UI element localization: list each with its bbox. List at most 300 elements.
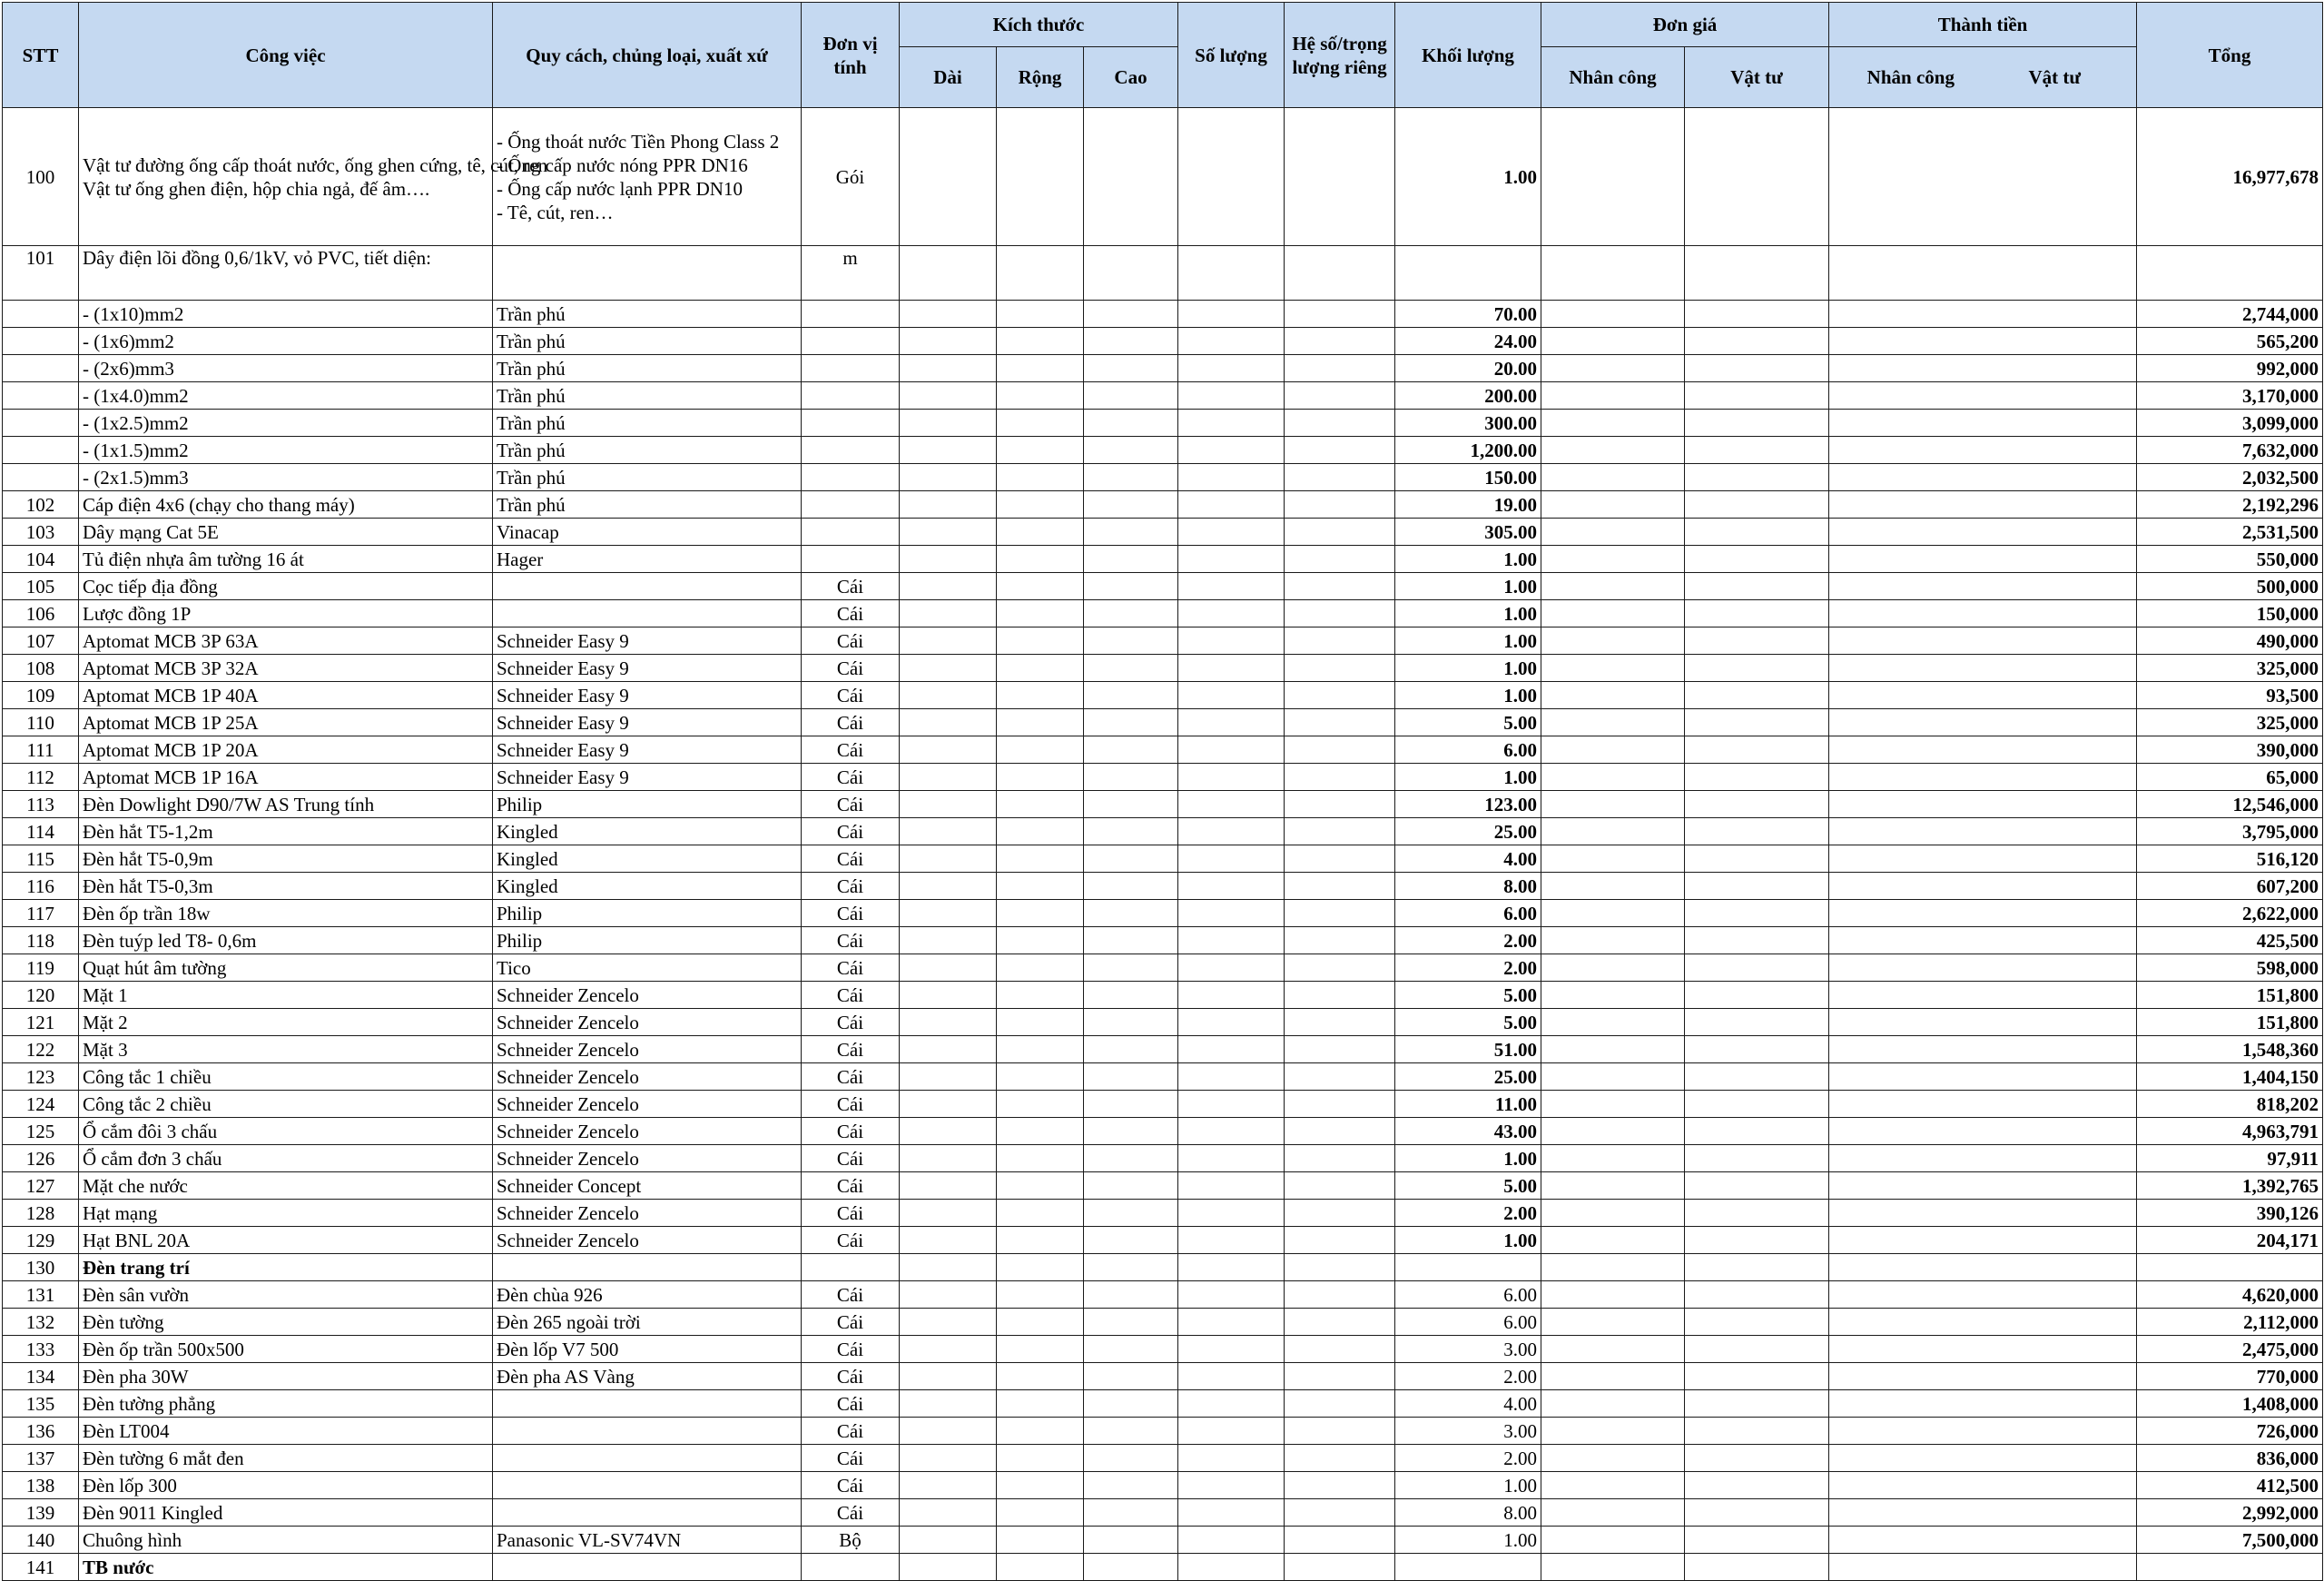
cell-he-so bbox=[1285, 709, 1395, 736]
cell-dai bbox=[900, 246, 997, 301]
cell-thanh-tien bbox=[1829, 437, 2137, 464]
cell-rong bbox=[997, 1309, 1084, 1336]
cell-khoi-luong: 6.00 bbox=[1395, 1309, 1541, 1336]
cell-tong: 97,911 bbox=[2137, 1145, 2323, 1172]
cell-khoi-luong: 19.00 bbox=[1395, 491, 1541, 519]
cell-cong-viec: Đèn LT004 bbox=[79, 1418, 493, 1445]
cell-thanh-tien bbox=[1829, 600, 2137, 627]
cell-dai bbox=[900, 900, 997, 927]
cell-don-gia-vat-tu bbox=[1685, 736, 1829, 764]
table-row bbox=[3, 1390, 2323, 1418]
cell-dai bbox=[900, 1200, 997, 1227]
col-don-gia-nhan-cong: Nhân công bbox=[1541, 47, 1685, 108]
cell-don-gia-vat-tu bbox=[1685, 1118, 1829, 1145]
cell-stt: 117 bbox=[3, 900, 79, 927]
cell-khoi-luong: 8.00 bbox=[1395, 873, 1541, 900]
cell-rong bbox=[997, 736, 1084, 764]
cell-don-gia-vat-tu bbox=[1685, 1418, 1829, 1445]
cell-cong-viec: Đèn 9011 Kingled bbox=[79, 1499, 493, 1527]
cell-so-luong bbox=[1178, 600, 1285, 627]
cell-khoi-luong: 2.00 bbox=[1395, 954, 1541, 982]
cell-thanh-tien bbox=[1829, 655, 2137, 682]
cell-rong bbox=[997, 328, 1084, 355]
cell-don-vi: Cái bbox=[802, 1445, 900, 1472]
cell-cong-viec: Lược đồng 1P bbox=[79, 600, 493, 627]
cell-don-gia-vat-tu bbox=[1685, 1554, 1829, 1581]
cell-don-gia-nhan-cong bbox=[1541, 410, 1685, 437]
cell-tong: 2,622,000 bbox=[2137, 900, 2323, 927]
cell-cong-viec: Mặt che nước bbox=[79, 1172, 493, 1200]
cell-so-luong bbox=[1178, 437, 1285, 464]
cell-he-so bbox=[1285, 791, 1395, 818]
cell-khoi-luong bbox=[1395, 1254, 1541, 1281]
cell-quy-cach: Schneider Easy 9 bbox=[493, 736, 802, 764]
cell-so-luong bbox=[1178, 982, 1285, 1009]
cell-quy-cach: Trần phú bbox=[493, 355, 802, 382]
cell-so-luong bbox=[1178, 1309, 1285, 1336]
cell-cong-viec: Đèn hắt T5-0,9m bbox=[79, 845, 493, 873]
cell-cong-viec: Aptomat MCB 3P 63A bbox=[79, 627, 493, 655]
cell-khoi-luong: 25.00 bbox=[1395, 1063, 1541, 1091]
cell-don-gia-vat-tu bbox=[1685, 546, 1829, 573]
cell-thanh-tien bbox=[1829, 491, 2137, 519]
cell-rong bbox=[997, 1254, 1084, 1281]
cell-don-gia-nhan-cong bbox=[1541, 437, 1685, 464]
cell-thanh-tien bbox=[1829, 1472, 2137, 1499]
cell-don-gia-nhan-cong bbox=[1541, 655, 1685, 682]
cell-cong-viec: Dây điện lõi đồng 0,6/1kV, vỏ PVC, tiết diện: bbox=[79, 246, 493, 301]
cell-tong: 412,500 bbox=[2137, 1472, 2323, 1499]
cell-khoi-luong: 20.00 bbox=[1395, 355, 1541, 382]
cell-he-so bbox=[1285, 1145, 1395, 1172]
cell-cong-viec: Dây mạng Cat 5E bbox=[79, 519, 493, 546]
cell-rong bbox=[997, 1281, 1084, 1309]
cell-rong bbox=[997, 682, 1084, 709]
cell-rong bbox=[997, 982, 1084, 1009]
cell-so-luong bbox=[1178, 301, 1285, 328]
col-thanh-tien-nhan-cong: Nhân công bbox=[1866, 66, 1955, 88]
table-row bbox=[3, 927, 2323, 954]
col-stt: STT bbox=[3, 3, 79, 108]
cell-don-gia-nhan-cong bbox=[1541, 1118, 1685, 1145]
cell-khoi-luong: 305.00 bbox=[1395, 519, 1541, 546]
cell-dai bbox=[900, 791, 997, 818]
cell-so-luong bbox=[1178, 682, 1285, 709]
cell-cong-viec: Đèn pha 30W bbox=[79, 1363, 493, 1390]
cell-don-gia-nhan-cong bbox=[1541, 246, 1685, 301]
cell-don-vi: Cái bbox=[802, 1036, 900, 1063]
cell-don-vi: Cái bbox=[802, 1118, 900, 1145]
cell-quy-cach bbox=[493, 1418, 802, 1445]
cell-don-vi bbox=[802, 301, 900, 328]
cell-cong-viec: Mặt 3 bbox=[79, 1036, 493, 1063]
col-thanh-tien-sub bbox=[1829, 47, 2137, 108]
cell-rong bbox=[997, 627, 1084, 655]
cell-tong: 2,032,500 bbox=[2137, 464, 2323, 491]
cell-quy-cach bbox=[493, 600, 802, 627]
cell-don-gia-vat-tu bbox=[1685, 1091, 1829, 1118]
table-row bbox=[3, 519, 2323, 546]
cell-dai bbox=[900, 1009, 997, 1036]
cell-stt: 109 bbox=[3, 682, 79, 709]
cell-don-gia-nhan-cong bbox=[1541, 573, 1685, 600]
col-so-luong: Số lượng bbox=[1178, 3, 1285, 108]
table-row bbox=[3, 655, 2323, 682]
cell-stt: 128 bbox=[3, 1200, 79, 1227]
cell-thanh-tien bbox=[1829, 627, 2137, 655]
cell-dai bbox=[900, 1227, 997, 1254]
cell-tong: 500,000 bbox=[2137, 573, 2323, 600]
cell-don-gia-nhan-cong bbox=[1541, 1445, 1685, 1472]
cell-dai bbox=[900, 1418, 997, 1445]
cell-dai bbox=[900, 108, 997, 246]
cell-thanh-tien bbox=[1829, 1172, 2137, 1200]
cell-cao bbox=[1084, 954, 1178, 982]
col-rong: Rộng bbox=[997, 47, 1084, 108]
cell-he-so bbox=[1285, 301, 1395, 328]
cell-so-luong bbox=[1178, 627, 1285, 655]
cell-so-luong bbox=[1178, 1063, 1285, 1091]
cell-cao bbox=[1084, 546, 1178, 573]
cell-tong: 1,392,765 bbox=[2137, 1172, 2323, 1200]
cell-cao bbox=[1084, 736, 1178, 764]
cell-thanh-tien bbox=[1829, 328, 2137, 355]
cell-don-vi: Cái bbox=[802, 1091, 900, 1118]
cell-so-luong bbox=[1178, 1499, 1285, 1527]
cell-don-gia-vat-tu bbox=[1685, 818, 1829, 845]
cell-stt: 125 bbox=[3, 1118, 79, 1145]
cell-so-luong bbox=[1178, 464, 1285, 491]
cell-cao bbox=[1084, 328, 1178, 355]
cell-so-luong bbox=[1178, 519, 1285, 546]
cell-cong-viec: Đèn hắt T5-1,2m bbox=[79, 818, 493, 845]
cell-khoi-luong: 3.00 bbox=[1395, 1418, 1541, 1445]
cell-he-so bbox=[1285, 410, 1395, 437]
cell-don-gia-nhan-cong bbox=[1541, 1200, 1685, 1227]
cell-quy-cach: Kingled bbox=[493, 845, 802, 873]
cell-cao bbox=[1084, 246, 1178, 301]
table-row bbox=[3, 108, 2323, 246]
cell-thanh-tien bbox=[1829, 410, 2137, 437]
cell-he-so bbox=[1285, 464, 1395, 491]
cell-dai bbox=[900, 1172, 997, 1200]
cell-don-gia-nhan-cong bbox=[1541, 1172, 1685, 1200]
table-row bbox=[3, 1036, 2323, 1063]
cell-thanh-tien bbox=[1829, 1281, 2137, 1309]
cell-dai bbox=[900, 1036, 997, 1063]
cell-khoi-luong: 3.00 bbox=[1395, 1336, 1541, 1363]
cell-rong bbox=[997, 1499, 1084, 1527]
cell-rong bbox=[997, 600, 1084, 627]
cell-rong bbox=[997, 954, 1084, 982]
cell-tong: 325,000 bbox=[2137, 655, 2323, 682]
cell-he-so bbox=[1285, 1227, 1395, 1254]
cell-cao bbox=[1084, 1281, 1178, 1309]
cell-don-vi: Cái bbox=[802, 927, 900, 954]
cell-don-gia-vat-tu bbox=[1685, 1036, 1829, 1063]
cell-so-luong bbox=[1178, 382, 1285, 410]
cell-khoi-luong: 1,200.00 bbox=[1395, 437, 1541, 464]
cell-thanh-tien bbox=[1829, 709, 2137, 736]
cell-cong-viec: Quạt hút âm tường bbox=[79, 954, 493, 982]
cell-cong-viec: - (1x2.5)mm2 bbox=[79, 410, 493, 437]
table-row bbox=[3, 736, 2323, 764]
cell-dai bbox=[900, 1145, 997, 1172]
cell-cong-viec: Tủ điện nhựa âm tường 16 át bbox=[79, 546, 493, 573]
cell-cao bbox=[1084, 1145, 1178, 1172]
cell-stt: 120 bbox=[3, 982, 79, 1009]
cell-he-so bbox=[1285, 982, 1395, 1009]
cell-don-gia-nhan-cong bbox=[1541, 791, 1685, 818]
cell-stt: 126 bbox=[3, 1145, 79, 1172]
cell-thanh-tien bbox=[1829, 1499, 2137, 1527]
cell-don-vi: Cái bbox=[802, 1390, 900, 1418]
cell-cong-viec: - (2x6)mm3 bbox=[79, 355, 493, 382]
cell-tong: 65,000 bbox=[2137, 764, 2323, 791]
cell-cao bbox=[1084, 573, 1178, 600]
cell-don-gia-vat-tu bbox=[1685, 328, 1829, 355]
cell-thanh-tien bbox=[1829, 382, 2137, 410]
cell-khoi-luong: 8.00 bbox=[1395, 1499, 1541, 1527]
cell-he-so bbox=[1285, 1036, 1395, 1063]
table-row bbox=[3, 600, 2323, 627]
cell-khoi-luong: 5.00 bbox=[1395, 982, 1541, 1009]
cell-cong-viec: Đèn tường phẳng bbox=[79, 1390, 493, 1418]
cell-tong: 2,744,000 bbox=[2137, 301, 2323, 328]
cell-he-so bbox=[1285, 328, 1395, 355]
cell-so-luong bbox=[1178, 764, 1285, 791]
cell-dai bbox=[900, 600, 997, 627]
cell-he-so bbox=[1285, 900, 1395, 927]
cell-cong-viec: - (1x6)mm2 bbox=[79, 328, 493, 355]
cell-rong bbox=[997, 382, 1084, 410]
table-row bbox=[3, 1499, 2323, 1527]
cell-rong bbox=[997, 410, 1084, 437]
cell-cao bbox=[1084, 355, 1178, 382]
cell-khoi-luong: 2.00 bbox=[1395, 1200, 1541, 1227]
cell-cong-viec: Mặt 2 bbox=[79, 1009, 493, 1036]
cell-rong bbox=[997, 1527, 1084, 1554]
cell-cao bbox=[1084, 1309, 1178, 1336]
cell-tong: 598,000 bbox=[2137, 954, 2323, 982]
cell-don-gia-vat-tu bbox=[1685, 519, 1829, 546]
cell-stt: 107 bbox=[3, 627, 79, 655]
cell-rong bbox=[997, 1418, 1084, 1445]
cell-cao bbox=[1084, 437, 1178, 464]
cell-don-gia-nhan-cong bbox=[1541, 1063, 1685, 1091]
cell-he-so bbox=[1285, 818, 1395, 845]
cell-khoi-luong: 1.00 bbox=[1395, 1527, 1541, 1554]
cell-cong-viec: Vật tư đường ống cấp thoát nước, ống ghen cứng, tê, cút, ren Vật tư ống ghen điện, hộp chia ngả, đế âm…. bbox=[79, 108, 493, 246]
cell-dai bbox=[900, 301, 997, 328]
table-row bbox=[3, 1118, 2323, 1145]
table-row bbox=[3, 845, 2323, 873]
cell-cao bbox=[1084, 410, 1178, 437]
cell-thanh-tien bbox=[1829, 464, 2137, 491]
cell-khoi-luong: 51.00 bbox=[1395, 1036, 1541, 1063]
cell-don-vi: Cái bbox=[802, 1200, 900, 1227]
cell-quy-cach: Hager bbox=[493, 546, 802, 573]
cell-khoi-luong: 5.00 bbox=[1395, 709, 1541, 736]
cell-don-gia-vat-tu bbox=[1685, 927, 1829, 954]
cell-dai bbox=[900, 736, 997, 764]
col-cao: Cao bbox=[1084, 47, 1178, 108]
table-row bbox=[3, 1145, 2323, 1172]
cell-so-luong bbox=[1178, 1254, 1285, 1281]
cell-tong: 818,202 bbox=[2137, 1091, 2323, 1118]
cell-don-gia-nhan-cong bbox=[1541, 900, 1685, 927]
table-row bbox=[3, 1445, 2323, 1472]
cell-stt: 130 bbox=[3, 1254, 79, 1281]
cell-he-so bbox=[1285, 1254, 1395, 1281]
cell-don-gia-vat-tu bbox=[1685, 573, 1829, 600]
cell-don-gia-nhan-cong bbox=[1541, 355, 1685, 382]
cell-khoi-luong: 123.00 bbox=[1395, 791, 1541, 818]
cell-don-gia-nhan-cong bbox=[1541, 873, 1685, 900]
table-row bbox=[3, 382, 2323, 410]
cell-rong bbox=[997, 873, 1084, 900]
cell-he-so bbox=[1285, 108, 1395, 246]
table-row bbox=[3, 709, 2323, 736]
cell-don-vi bbox=[802, 355, 900, 382]
cell-rong bbox=[997, 1063, 1084, 1091]
cell-khoi-luong: 1.00 bbox=[1395, 764, 1541, 791]
cell-cong-viec: Đèn Dowlight D90/7W AS Trung tính bbox=[79, 791, 493, 818]
cell-don-gia-vat-tu bbox=[1685, 1499, 1829, 1527]
cell-tong: 992,000 bbox=[2137, 355, 2323, 382]
cell-don-gia-nhan-cong bbox=[1541, 1091, 1685, 1118]
cell-he-so bbox=[1285, 1336, 1395, 1363]
cell-don-vi bbox=[802, 410, 900, 437]
cell-khoi-luong: 70.00 bbox=[1395, 301, 1541, 328]
cell-so-luong bbox=[1178, 1145, 1285, 1172]
cell-khoi-luong: 6.00 bbox=[1395, 900, 1541, 927]
cell-don-gia-vat-tu bbox=[1685, 1472, 1829, 1499]
cell-cao bbox=[1084, 655, 1178, 682]
table-row bbox=[3, 301, 2323, 328]
cell-he-so bbox=[1285, 519, 1395, 546]
col-don-vi: Đơn vị tính bbox=[802, 3, 900, 108]
cell-don-gia-nhan-cong bbox=[1541, 1309, 1685, 1336]
cell-so-luong bbox=[1178, 900, 1285, 927]
cell-khoi-luong: 6.00 bbox=[1395, 1281, 1541, 1309]
cell-tong: 151,800 bbox=[2137, 1009, 2323, 1036]
cell-cong-viec: Mặt 1 bbox=[79, 982, 493, 1009]
cell-don-vi: Cái bbox=[802, 1009, 900, 1036]
cell-quy-cach: Tico bbox=[493, 954, 802, 982]
cell-don-vi: Cái bbox=[802, 1472, 900, 1499]
cell-rong bbox=[997, 1390, 1084, 1418]
cell-so-luong bbox=[1178, 1009, 1285, 1036]
cell-stt bbox=[3, 355, 79, 382]
cell-don-vi: Cái bbox=[802, 791, 900, 818]
cell-don-gia-vat-tu bbox=[1685, 410, 1829, 437]
cell-tong: 425,500 bbox=[2137, 927, 2323, 954]
cell-quy-cach bbox=[493, 1445, 802, 1472]
cell-cong-viec: Ổ cắm đôi 3 chấu bbox=[79, 1118, 493, 1145]
cell-tong: 565,200 bbox=[2137, 328, 2323, 355]
cell-so-luong bbox=[1178, 818, 1285, 845]
cell-quy-cach: Schneider Zencelo bbox=[493, 1036, 802, 1063]
cell-don-gia-vat-tu bbox=[1685, 600, 1829, 627]
cell-don-gia-vat-tu bbox=[1685, 1063, 1829, 1091]
cell-don-gia-nhan-cong bbox=[1541, 328, 1685, 355]
cell-don-vi bbox=[802, 464, 900, 491]
cell-stt bbox=[3, 464, 79, 491]
cell-he-so bbox=[1285, 1445, 1395, 1472]
cell-thanh-tien bbox=[1829, 1445, 2137, 1472]
col-tong: Tổng bbox=[2137, 3, 2323, 108]
table-row bbox=[3, 1554, 2323, 1581]
cell-quy-cach: Schneider Easy 9 bbox=[493, 709, 802, 736]
table-row bbox=[3, 1281, 2323, 1309]
cell-quy-cach bbox=[493, 1499, 802, 1527]
cell-rong bbox=[997, 1363, 1084, 1390]
cell-stt: 111 bbox=[3, 736, 79, 764]
cell-cong-viec: - (1x1.5)mm2 bbox=[79, 437, 493, 464]
table-row bbox=[3, 410, 2323, 437]
cell-cong-viec: Đèn tường bbox=[79, 1309, 493, 1336]
cell-tong: 836,000 bbox=[2137, 1445, 2323, 1472]
cell-khoi-luong: 2.00 bbox=[1395, 927, 1541, 954]
cell-tong: 3,795,000 bbox=[2137, 818, 2323, 845]
cell-cao bbox=[1084, 791, 1178, 818]
cell-thanh-tien bbox=[1829, 546, 2137, 573]
cell-cao bbox=[1084, 873, 1178, 900]
cell-don-vi: Cái bbox=[802, 1363, 900, 1390]
cell-dai bbox=[900, 1063, 997, 1091]
cell-don-gia-vat-tu bbox=[1685, 355, 1829, 382]
cell-don-gia-nhan-cong bbox=[1541, 709, 1685, 736]
cell-cong-viec: Đèn lốp 300 bbox=[79, 1472, 493, 1499]
cell-don-vi: Cái bbox=[802, 818, 900, 845]
cell-don-gia-nhan-cong bbox=[1541, 1009, 1685, 1036]
cell-don-gia-nhan-cong bbox=[1541, 1499, 1685, 1527]
cell-khoi-luong: 24.00 bbox=[1395, 328, 1541, 355]
cell-cao bbox=[1084, 1172, 1178, 1200]
cell-don-gia-nhan-cong bbox=[1541, 1254, 1685, 1281]
table-row bbox=[3, 1227, 2323, 1254]
cell-don-gia-nhan-cong bbox=[1541, 1418, 1685, 1445]
cell-cong-viec: Cáp điện 4x6 (chạy cho thang máy) bbox=[79, 491, 493, 519]
cell-so-luong bbox=[1178, 954, 1285, 982]
cell-rong bbox=[997, 1445, 1084, 1472]
cell-tong: 607,200 bbox=[2137, 873, 2323, 900]
cell-don-vi: Cái bbox=[802, 1227, 900, 1254]
col-khoi-luong: Khối lượng bbox=[1395, 3, 1541, 108]
cell-quy-cach: Vinacap bbox=[493, 519, 802, 546]
cell-don-vi: Cái bbox=[802, 627, 900, 655]
cell-he-so bbox=[1285, 1281, 1395, 1309]
cell-dai bbox=[900, 1527, 997, 1554]
cell-dai bbox=[900, 437, 997, 464]
cell-thanh-tien bbox=[1829, 764, 2137, 791]
cell-tong: 204,171 bbox=[2137, 1227, 2323, 1254]
cell-don-gia-nhan-cong bbox=[1541, 845, 1685, 873]
cell-don-gia-nhan-cong bbox=[1541, 1145, 1685, 1172]
table-row bbox=[3, 1527, 2323, 1554]
cell-cong-viec: Đèn sân vườn bbox=[79, 1281, 493, 1309]
cell-stt: 114 bbox=[3, 818, 79, 845]
cell-tong: 16,977,678 bbox=[2137, 108, 2323, 246]
cell-khoi-luong: 1.00 bbox=[1395, 682, 1541, 709]
cell-cao bbox=[1084, 519, 1178, 546]
cell-rong bbox=[997, 1145, 1084, 1172]
cell-he-so bbox=[1285, 355, 1395, 382]
table-header bbox=[3, 3, 2323, 108]
cell-he-so bbox=[1285, 600, 1395, 627]
table-row bbox=[3, 1200, 2323, 1227]
